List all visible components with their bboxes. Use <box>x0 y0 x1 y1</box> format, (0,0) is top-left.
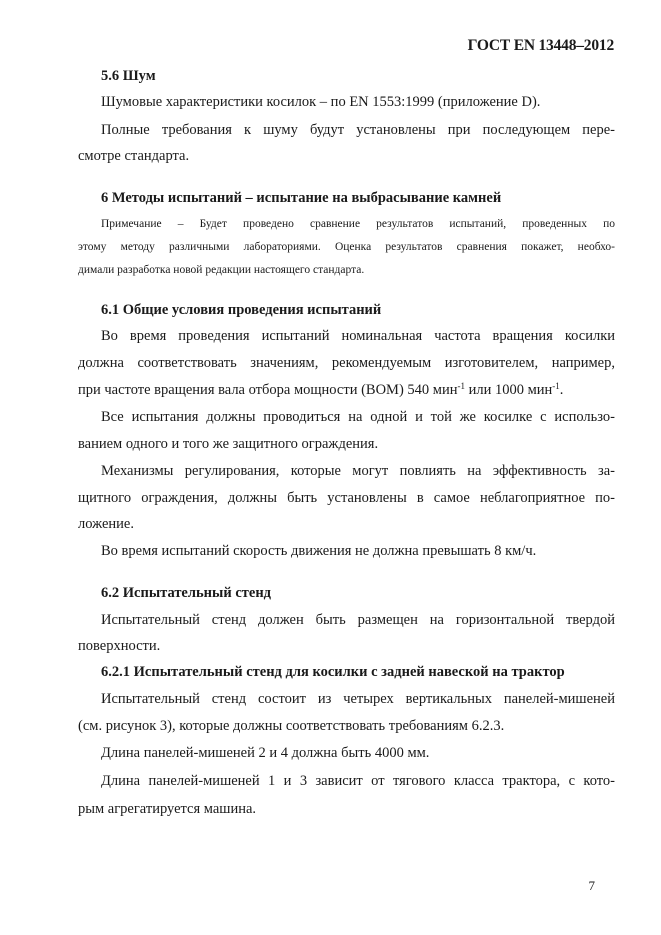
paragraph-line: Во время испытаний скорость движения не должна превышать 8 км/ч. <box>101 543 537 559</box>
paragraph-line: Полные требования к шуму будут установлены при последующем пере- <box>101 122 615 138</box>
paragraph-line: рым агрегатируется машина. <box>78 801 257 817</box>
text-run: при частоте вращения вала отбора мощности (ВОМ) 540 мин <box>78 382 458 398</box>
paragraph-line: Испытательный стенд должен быть размещен на горизонтальной твердой <box>101 612 615 628</box>
paragraph-line: Механизмы регулирования, которые могут повлиять на эффективность за- <box>101 463 615 479</box>
section-heading-6-1: 6.1 Общие условия проведения испытаний <box>101 302 382 318</box>
section-heading-6: 6 Методы испытаний – испытание на выбрасывание камней <box>101 190 502 206</box>
page-number: 7 <box>588 878 595 893</box>
paragraph-line: Длина панелей-мишеней 2 и 4 должна быть 4000 мм. <box>101 745 430 761</box>
section-heading-6-2: 6.2 Испытательный стенд <box>101 585 272 601</box>
text-run: или 1000 мин <box>464 382 553 398</box>
note-line: этому методу различными лабораториями. Оценка результатов сравнения покажет, необхо- <box>78 241 615 253</box>
paragraph-line: Во время проведения испытаний номинальная частота вращения косилки <box>101 328 615 344</box>
paragraph-line: смотре стандарта. <box>78 148 190 164</box>
section-heading-6-2-1: 6.2.1 Испытательный стенд для косилки с задней навеской на трактор <box>101 664 565 680</box>
section-heading-5-6: 5.6 Шум <box>101 68 156 84</box>
paragraph-line: щитного ограждения, должны быть установлены в самое неблагоприятное по- <box>78 490 615 506</box>
document-header: ГОСТ EN 13448–2012 <box>467 37 614 54</box>
paragraph-line: Длина панелей-мишеней 1 и 3 зависит от тягового класса трактора, с кото- <box>101 773 615 789</box>
paragraph-line: Испытательный стенд состоит из четырех вертикальных панелей-мишеней <box>101 691 615 707</box>
note-line: димали разработка новой редакции настоящего стандарта. <box>78 264 365 276</box>
paragraph-line: (см. рисунок 3), которые должны соответствовать требованиям 6.2.3. <box>78 718 505 734</box>
paragraph-line: поверхности. <box>78 638 161 654</box>
superscript: -1 <box>552 381 560 391</box>
text-run: . <box>559 382 564 398</box>
paragraph-line <box>78 381 563 399</box>
paragraph-line: Шумовые характеристики косилок – по EN 1553:1999 (приложение D). <box>101 94 541 110</box>
paragraph-line: Все испытания должны проводиться на одной и той же косилке с использо- <box>101 409 615 425</box>
paragraph-line: ванием одного и того же защитного ограждения. <box>78 436 379 452</box>
note-line: Примечание – Будет проведено сравнение результатов испытаний, проведенных по <box>101 218 615 230</box>
paragraph-line: должна соответствовать значениям, рекомендуемым изготовителем, например, <box>78 355 615 371</box>
paragraph-line: ложение. <box>78 516 134 532</box>
superscript: -1 <box>457 381 465 391</box>
